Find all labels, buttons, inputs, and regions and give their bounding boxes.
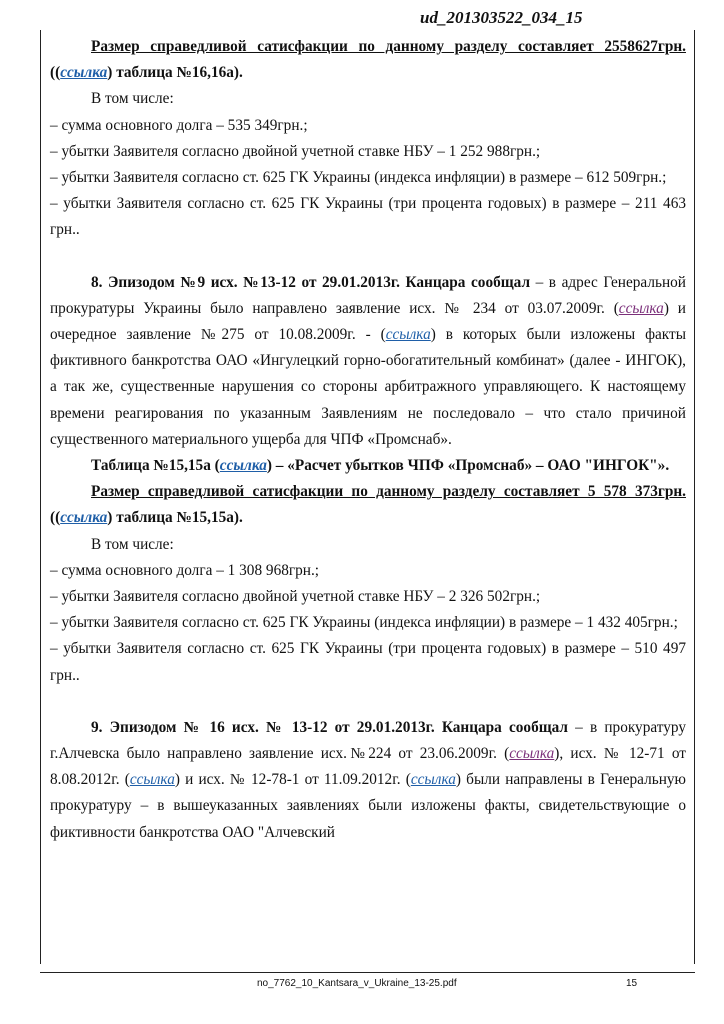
list-item: – сумма основного долга – 1 308 968грн.; (50, 561, 320, 579)
episode-heading: 9. Эпизодом № 16 исх. № 13-12 от 29.01.2013г. Канцара сообщал (91, 718, 568, 736)
reference-link[interactable]: ссылка (219, 457, 267, 475)
bottom-border (40, 972, 695, 973)
reference-link[interactable]: ссылка (129, 771, 175, 789)
reference-link[interactable]: ссылка (385, 326, 431, 344)
list-item: – сумма основного долга – 535 349грн.; (50, 116, 308, 134)
reference-link[interactable]: ссылка (60, 509, 108, 527)
list-item: – убытки Заявителя согласно двойной учетной ставке НБУ – 2 326 502грн.; (50, 588, 541, 606)
footer-filename: no_7762_10_Kantsara_v_Ukraine_13-25.pdf (257, 978, 457, 989)
list-item: – убытки Заявителя согласно ст. 625 ГК Украины (индекса инфляции) в размере – 612 509грн.; (50, 169, 667, 187)
document-id: ud_201303522_034_15 (420, 8, 583, 27)
including-label: В том числе: (91, 535, 174, 553)
reference-link[interactable]: ссылка (410, 771, 456, 789)
reference-link[interactable]: ссылка (618, 299, 664, 317)
satisfaction-summary-2: Размер справедливой сатисфакции по данному разделу составляет 5 578 373грн. ((ссылка) таблица №15,15а). (50, 483, 686, 527)
summary-lead: Размер справедливой сатисфакции по данному разделу составляет 5 578 373грн. (91, 483, 686, 501)
page-content (50, 34, 686, 846)
summary-lead: Размер справедливой сатисфакции по данному разделу составляет 2558627грн. (91, 38, 686, 55)
episode-8-paragraph: 8. Эпизодом №9 исх. №13-12 от 29.01.2013г. Канцара сообщал – в адрес Генеральной прокуратуры Украины было направлено заявление исх. № 234 от 03.07.2009г. (ссылка) и очередное заявление №275 от 10.08.2009г. - (ссылка) в которых были изложены факты фиктивного банкротства ОАО «Ингулецкий горно-обогатительный комбинат» (далее - ИНГОК), а так же, существенные нарушения со стороны арбитражного управляющего. К настоящему времени реагирования по указанным Заявлениям не последовало – что стало причиной существенного материального ущерба для ЧПФ «Промснаб». (50, 273, 686, 448)
satisfaction-summary-1: Размер справедливой сатисфакции по данному разделу составляет 2558627грн. ((ссылка) таблица №16,16а). (50, 38, 686, 82)
episode-heading: 8. Эпизодом №9 исх. №13-12 от 29.01.2013г. Канцара сообщал (91, 273, 531, 291)
table-caption: Таблица №15,15а (ссылка) – «Расчет убытков ЧПФ «Промснаб» – ОАО "ИНГОК"». (91, 457, 670, 475)
reference-link[interactable]: ссылка (509, 745, 555, 763)
right-border (694, 30, 695, 964)
list-item: – убытки Заявителя согласно ст. 625 ГК Украины (индекса инфляции) в размере – 1 432 405грн.; (50, 614, 678, 632)
list-item: – убытки Заявителя согласно ст. 625 ГК Украины (три процента годовых) в размере – 510 497 грн.. (50, 640, 686, 684)
left-border (40, 30, 41, 964)
page-number: 15 (626, 978, 638, 989)
list-item: – убытки Заявителя согласно двойной учетной ставке НБУ – 1 252 988грн.; (50, 142, 541, 160)
episode-9-paragraph: 9. Эпизодом № 16 исх. № 13-12 от 29.01.2013г. Канцара сообщал – в прокуратуру г.Алчевска было направлено заявление исх.№224 от 23.06.2009г. (ссылка), исх. № 12-71 от 8.08.2012г. (ссылка) и исх. № 12-78-1 от 11.09.2012г. (ссылка) были направлены в Генеральную прокуратуру – в вышеуказанных заявлениях были изложены факты, свидетельствующие о фиктивности банкротства ОАО "Алчевский (50, 718, 686, 841)
including-label: В том числе: (91, 90, 174, 108)
list-item: – убытки Заявителя согласно ст. 625 ГК Украины (три процента годовых) в размере – 211 463 грн.. (50, 195, 686, 239)
reference-link[interactable]: ссылка (60, 64, 108, 82)
